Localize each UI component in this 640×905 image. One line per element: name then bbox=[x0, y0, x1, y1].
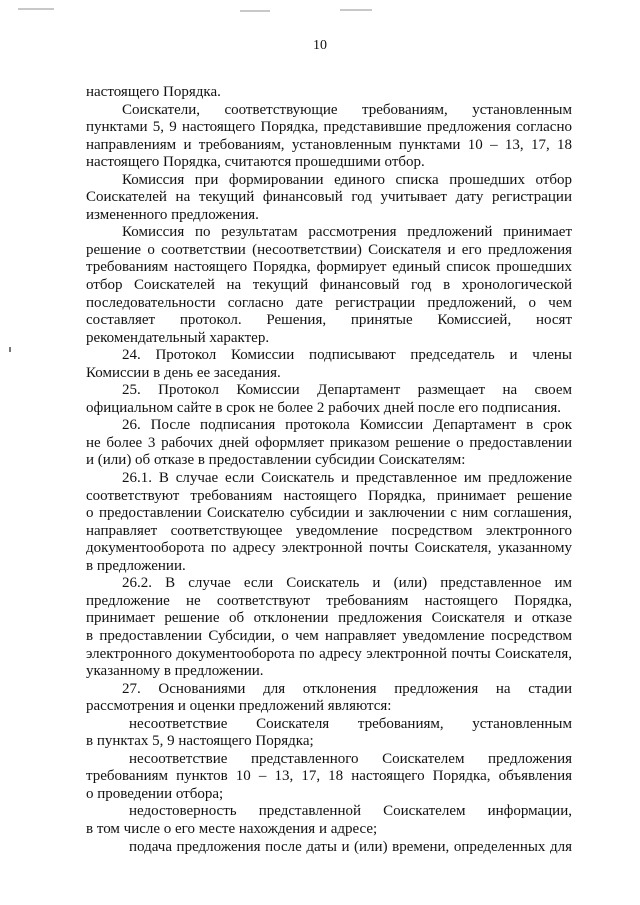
text-line: Комиссии в день ее заседания. bbox=[86, 364, 281, 381]
text-line: в предложении. bbox=[86, 557, 186, 574]
text-line: пунктами 5, 9 настоящего Порядка, представившие предложения согласно bbox=[86, 119, 572, 136]
scan-artifact bbox=[240, 10, 270, 12]
scan-artifact bbox=[18, 8, 54, 10]
text-line: указанному в предложении. bbox=[86, 663, 264, 680]
text-line: составляет протокол. Решения, принятые Комиссией, носят bbox=[86, 312, 572, 329]
text-line: не более 3 рабочих дней оформляет приказом решение о предоставлении bbox=[86, 434, 572, 451]
text-line: требованиям пунктов 10 – 13, 17, 18 настоящего Порядка, объявления bbox=[86, 768, 572, 785]
text-line: 25. Протокол Комиссии Департамент размещает на своем bbox=[122, 382, 572, 399]
text-line: несоответствие Соискателя требованиям, установленным bbox=[129, 715, 572, 732]
text-line: и (или) об отказе в предоставлении субсидии Соискателям: bbox=[86, 452, 466, 469]
text-line: недостоверность представленной Соискателем информации, bbox=[129, 803, 572, 820]
text-line: 26. После подписания протокола Комиссии Департамент в срок bbox=[122, 417, 572, 434]
text-line: о предоставлении Соискателю субсидии и заключении с ним соглашения, bbox=[86, 505, 572, 522]
text-line: отбор Соискателей на текущий финансовый год в хронологической bbox=[86, 277, 572, 294]
text-line: рекомендательный характер. bbox=[86, 329, 270, 346]
text-line: настоящего Порядка, считаются прошедшими отбор. bbox=[86, 154, 425, 171]
text-line: 24. Протокол Комиссии подписывают председатель и члены bbox=[122, 347, 572, 364]
text-line: в предоставлении Субсидии, о чем направляет уведомление посредством bbox=[86, 627, 572, 644]
page-number: 10 bbox=[313, 38, 327, 53]
text-line: последовательности согласно дате регистрации предложений, о чем bbox=[86, 294, 572, 311]
text-line: измененного предложения. bbox=[86, 206, 259, 223]
text-line: несоответствие представленного Соискателем предложения bbox=[129, 750, 572, 767]
text-line: подача предложения после даты и (или) времени, определенных для bbox=[129, 838, 572, 855]
text-line: 26.1. В случае если Соискатель и представленное им предложение bbox=[122, 470, 572, 487]
margin-mark bbox=[9, 347, 11, 352]
text-line: документооборота по адресу электронной почты Соискателя, указанному bbox=[86, 540, 572, 557]
text-line: направлениям и требованиям, установленным пунктами 10 – 13, 17, 18 bbox=[86, 136, 572, 153]
text-line: 27. Основаниями для отклонения предложения на стадии bbox=[122, 680, 572, 697]
text-line: предложение не соответствуют требованиям настоящего Порядка, bbox=[86, 592, 572, 609]
text-line: в пунктах 5, 9 настоящего Порядка; bbox=[86, 733, 314, 750]
document-body bbox=[86, 84, 572, 856]
text-line: Соискатели, соответствующие требованиям, установленным bbox=[122, 101, 572, 118]
text-line: решение о соответствии (несоответствии) Соискателя и его предложения bbox=[86, 241, 572, 258]
text-line: соответствуют требованиям настоящего Порядка, принимает решение bbox=[86, 487, 572, 504]
text-line: о проведении отбора; bbox=[86, 785, 224, 802]
text-line: Комиссия при формировании единого списка прошедших отбор bbox=[122, 171, 572, 188]
text-line: Соискателей на текущий финансовый год учитывает дату регистрации bbox=[86, 189, 572, 206]
text-line: официальном сайте в срок не более 2 рабочих дней после его подписания. bbox=[86, 399, 562, 416]
text-line: рассмотрения и оценки предложений являются: bbox=[86, 698, 392, 715]
text-line: 26.2. В случае если Соискатель и (или) представленное им bbox=[122, 575, 572, 592]
scan-artifact bbox=[340, 9, 372, 11]
text-line: настоящего Порядка. bbox=[86, 84, 221, 100]
text-line: принимает решение об отклонении предложения Соискателя и отказе bbox=[86, 610, 572, 627]
text-line: направляет соответствующее уведомление посредством электронного bbox=[86, 522, 572, 539]
text-line: электронного документооборота по адресу электронной почты Соискателя, bbox=[86, 645, 572, 662]
text-line: в том числе о его месте нахождения и адресе; bbox=[86, 820, 378, 837]
text-line: Комиссия по результатам рассмотрения предложений принимает bbox=[122, 224, 572, 241]
text-line: требованиям настоящего Порядка, формирует единый список прошедших bbox=[86, 259, 572, 276]
